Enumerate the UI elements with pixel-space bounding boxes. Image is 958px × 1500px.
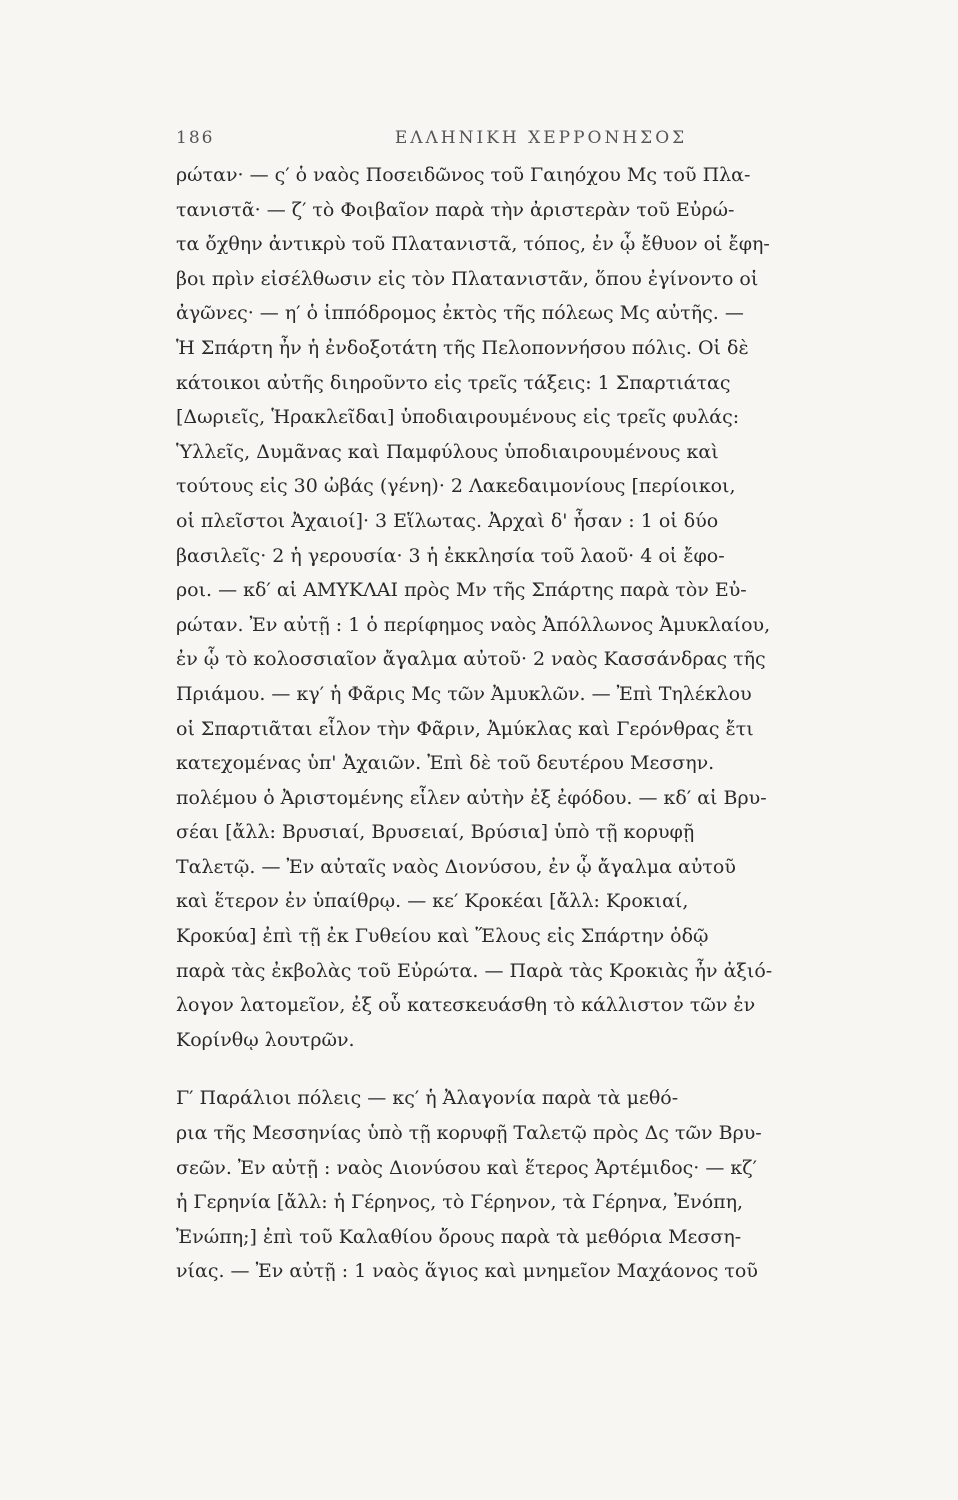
text-line: τούτους εἰς 30 ὠβάς (γένη)· 2 Λακεδαιμονίους [περίοικοι, [176,475,736,498]
text-line: κάτοικοι αὐτῆς διηροῦντο εἰς τρεῖς τάξεις: 1 Σπαρτιάτας [176,371,731,394]
text-line: πολέμου ὁ Ἀριστομένης εἷλεν αὐτὴν ἐξ ἐφόδου. — κδ′ αἱ Βρυ- [176,786,767,809]
text-line: σέαι [ἄλλ: Βρυσιαί, Βρυσειαί, Βρύσια] ὑπὸ τῇ κορυφῇ [176,821,695,844]
text-line: ροι. — κδ′ αἱ ΑΜΥΚΛΑΙ πρὸς Μν τῆς Σπάρτης παρὰ τὸν Εὐ- [176,579,747,602]
page-number: 186 [176,128,215,148]
text-line: λογον λατομεῖον, ἐξ οὗ κατεσκευάσθη τὸ κάλλιστον τῶν ἐν [176,994,756,1017]
running-head: ΕΛΛΗΝΙΚΗ ΧΕΡΡΟΝΗΣΟΣ [394,128,688,148]
page-header [176,128,816,158]
text-line: ρώταν. Ἐν αὐτῇ : 1 ὁ περίφημος ναὸς Ἀπόλλωνος Ἀμυκλαίου, [176,613,771,636]
text-line: Κορίνθῳ λουτρῶν. [176,1028,355,1051]
text-line: Ἐνώπη;] ἐπὶ τοῦ Καλαθίου ὄρους παρὰ τὰ μεθόρια Μεσση- [176,1225,742,1248]
text-line: οἱ Σπαρτιᾶται εἷλον τὴν Φᾶριν, Ἀμύκλας καὶ Γερόνθρας ἔτι [176,717,754,740]
text-line: Ὑλλεῖς, Δυμᾶνας καὶ Παμφύλους ὑποδιαιρουμένους καὶ [176,440,719,463]
text-line: Ἡ Σπάρτη ἦν ἡ ἐνδοξοτάτη τῆς Πελοποννήσου πόλις. Οἱ δὲ [176,336,749,359]
text-line: βασιλεῖς· 2 ἡ γερουσία· 3 ἡ ἐκκλησία τοῦ λαοῦ· 4 οἱ ἔφο- [176,544,725,567]
text-line: ρώταν· — ς′ ὁ ναὸς Ποσειδῶνος τοῦ Γαιηόχου Μς τοῦ Πλα- [176,164,751,186]
text-line: παρὰ τὰς ἐκβολὰς τοῦ Εὐρώτα. — Παρὰ τὰς Κροκιὰς ἦν ἀξιό- [176,959,773,982]
text-line: βοι πρὶν εἰσέλθωσιν εἰς τὸν Πλατανιστᾶν, ὅπου ἐγίνοντο οἱ [176,267,759,290]
text-line: [Δωριεῖς, Ἡρακλεῖδαι] ὑποδιαιρουμένους εἰς τρεῖς φυλάς: [176,406,740,429]
text-line: Πριάμου. — κγ′ ἡ Φᾶρις Μς τῶν Ἀμυκλῶν. — Ἐπὶ Τηλέκλου [176,682,752,705]
text-line: ρια τῆς Μεσσηνίας ὑπὸ τῇ κορυφῇ Ταλετῷ πρὸς Δς τῶν Βρυ- [176,1122,762,1145]
section-heading-line: Γ′ Παράλιοι πόλεις — κς′ ἡ Ἀλαγονία παρὰ τὰ μεθό- [176,1087,679,1110]
text-line: ἐν ᾧ τὸ κολοσσιαῖον ἄγαλμα αὐτοῦ· 2 ναὸς Κασσάνδρας τῆς [176,648,766,671]
text-line: τανιστᾶ· — ζ′ τὸ Φοιβαῖον παρὰ τὴν ἀριστερὰν τοῦ Εὐρώ- [176,198,735,221]
body-text [176,158,828,1289]
text-line: κατεχομένας ὑπ' Ἀχαιῶν. Ἐπὶ δὲ τοῦ δευτέρου Μεσσην. [176,752,715,775]
text-line: καὶ ἕτερον ἐν ὑπαίθρῳ. — κε′ Κροκέαι [ἄλλ: Κροκιαί, [176,890,689,913]
text-line: ἡ Γερηνία [ἄλλ: ἡ Γέρηνος, τὸ Γέρηνον, τὰ Γέρηνα, Ἐνόπη, [176,1191,744,1214]
text-line: ἀγῶνες· — η′ ὁ ἱππόδρομος ἐκτὸς τῆς πόλεως Μς αὐτῆς. — [176,302,744,325]
text-line: τα ὄχθην ἀντικρὺ τοῦ Πλατανιστᾶ, τόπος, ἐν ᾧ ἔθυον οἱ ἔφη- [176,233,770,256]
text-line: σεῶν. Ἐν αὐτῇ : ναὸς Διονύσου καὶ ἕτερος Ἀρτέμιδος· — κζ′ [176,1156,757,1179]
text-line: Ταλετῷ. — Ἐν αὐταῖς ναὸς Διονύσου, ἐν ᾧ ἄγαλμα αὐτοῦ [176,855,736,878]
text-line: οἱ πλεῖστοι Ἀχαιοί]· 3 Εἵλωτας. Ἀρχαὶ δ' ἦσαν : 1 οἱ δύο [176,509,719,532]
text-line: Κροκύα] ἐπὶ τῇ ἐκ Γυθείου καὶ Ἕλους εἰς Σπάρτην ὁδῷ [176,925,709,948]
text-line: νίας. — Ἐν αὐτῇ : 1 ναὸς ἅγιος καὶ μνημεῖον Μαχάονος τοῦ [176,1260,758,1283]
